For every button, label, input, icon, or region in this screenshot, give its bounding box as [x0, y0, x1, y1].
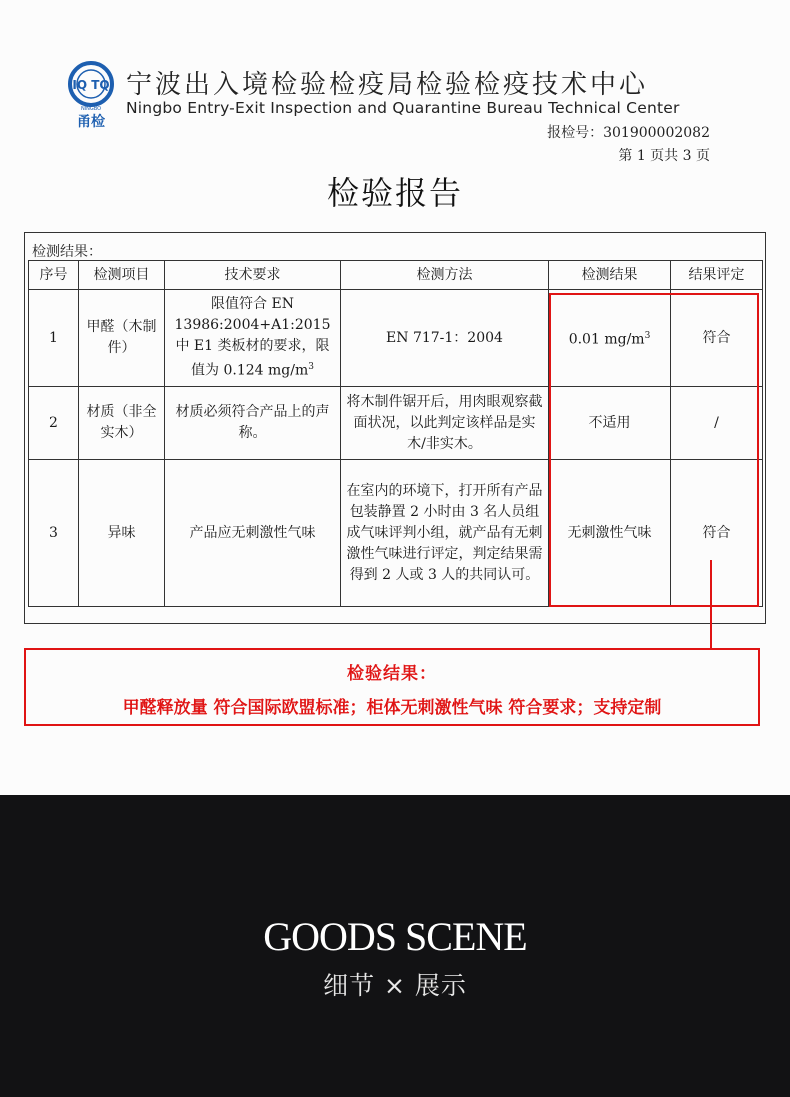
superscript: 3 [644, 330, 651, 341]
cell-no: 2 [29, 387, 79, 460]
logo-text: IQ TQ [72, 78, 110, 92]
superscript: 3 [308, 362, 314, 373]
highlight-connector-line [710, 560, 712, 648]
organization-name-en: Ningbo Entry-Exit Inspection and Quarantine Bureau Technical Center [126, 99, 680, 117]
cell-requirement: 材质必须符合产品上的声称。 [165, 387, 341, 460]
conclusion-title: 检验结果： [347, 664, 437, 684]
cell-item: 异味 [79, 460, 165, 607]
col-header-no: 序号 [29, 261, 79, 290]
iqtq-logo-icon [64, 60, 118, 130]
cell-requirement: 产品应无刺激性气味 [165, 460, 341, 607]
highlight-box [549, 293, 759, 607]
results-label: 检测结果： [32, 244, 102, 260]
organization-name-cn: 宁波出入境检验检疫局检验检疫技术中心 [126, 70, 649, 100]
cell-assessment: 符合 [671, 290, 763, 387]
col-header-assessment: 结果评定 [671, 261, 763, 290]
cell-result: 不适用 [549, 387, 671, 460]
cell-item: 甲醛（木制件） [79, 290, 165, 387]
conclusion-text: 甲醛释放量 符合国际欧盟标准；柜体无刺激性气味 符合要求；支持定制 [122, 698, 662, 718]
cell-no: 3 [29, 460, 79, 607]
goods-scene-subtitle: 细节 × 展示 [323, 971, 467, 1000]
cell-assessment: / [671, 387, 763, 460]
page-number: 第 1 页共 3 页 [618, 148, 710, 164]
conclusion-box [24, 648, 760, 726]
cell-item: 材质（非全实木） [79, 387, 165, 460]
cell-method: 将木制件锯开后，用肉眼观察截面状况，以此判定该样品是实木/非实木。 [341, 387, 549, 460]
logo-brand: 甬检 [77, 114, 105, 130]
cell-result-text: 0.01 mg/m [568, 331, 645, 348]
cell-assessment: 符合 [671, 460, 763, 607]
cell-requirement [165, 290, 341, 387]
cell-result: 无刺激性气味 [549, 460, 671, 607]
cell-method: 在室内的环境下，打开所有产品包装静置 2 小时由 3 名人员组成气味评判小组，就产品有无刺激性气味进行评定，判定结果需得到 2 人或 3 人的共同认可。 [341, 460, 549, 607]
logo-small-text: NINGBO [80, 106, 102, 112]
cell-method: EN 717-1：2004 [341, 290, 549, 387]
goods-scene-title: GOODS SCENE [263, 914, 527, 959]
report-number: 报检号：301900002082 [547, 125, 710, 141]
col-header-requirement: 技术要求 [165, 261, 341, 290]
col-header-result: 检测结果 [549, 261, 671, 290]
col-header-method: 检测方法 [341, 261, 549, 290]
table-header-row [29, 261, 763, 290]
cell-requirement-text: 限值符合 EN 13986:2004+A1:2015 中 E1 类板材的要求，限值为 0.124 mg/m [174, 296, 331, 379]
cell-no: 1 [29, 290, 79, 387]
report-title: 检验报告 [326, 174, 463, 212]
col-header-item: 检测项目 [79, 261, 165, 290]
